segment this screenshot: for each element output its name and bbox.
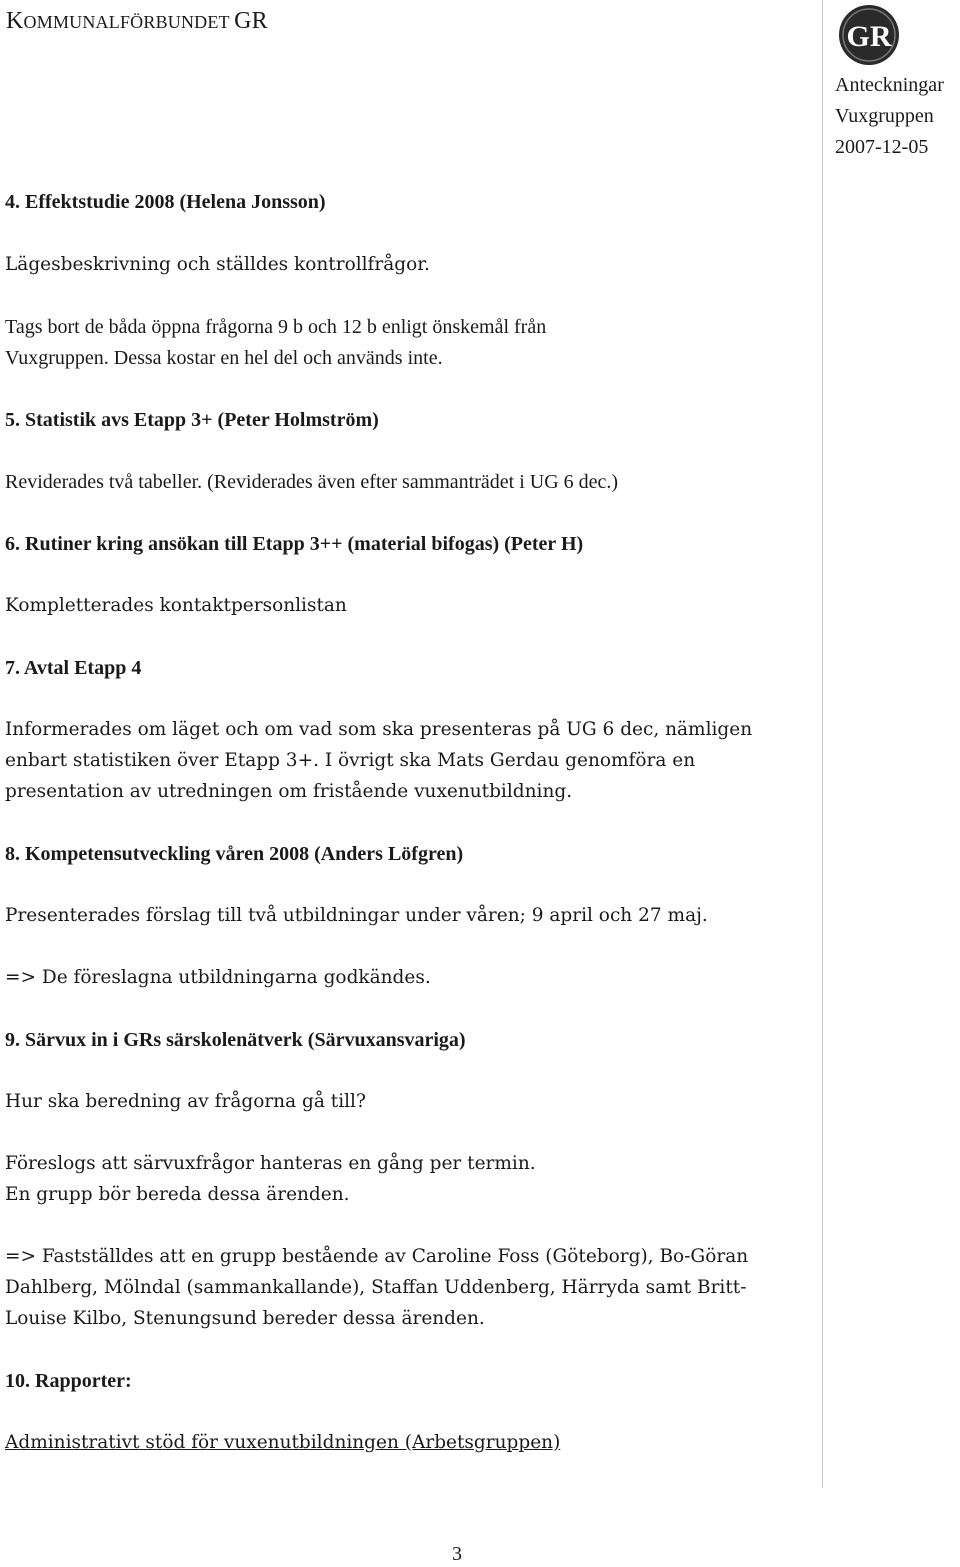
section-heading: 9. Särvux in i GRs särskolenätverk (Särvuxansvariga) [5, 1029, 466, 1051]
document-type: Anteckningar [835, 74, 944, 96]
paragraph-line: presentation av utredningen om fristående vuxenutbildning. [5, 781, 573, 802]
paragraph-line: Tags bort de båda öppna frågorna 9 b och 12 b enligt önskemål från [5, 316, 547, 338]
org-abbrev: GR [234, 8, 268, 34]
paragraph-line: => Fastställdes att en grupp bestående av Caroline Foss (Göteborg), Bo-Göran [5, 1246, 749, 1267]
paragraph-line: Informerades om läget och om vad som ska presenteras på UG 6 dec, nämligen [5, 719, 753, 740]
report-link: Administrativt stöd för vuxenutbildningen (Arbetsgruppen) [5, 1432, 561, 1453]
paragraph-line: Presenterades förslag till två utbildningar under våren; 9 april och 27 maj. [5, 905, 708, 926]
section-heading: 4. Effektstudie 2008 (Helena Jonsson) [5, 191, 326, 213]
paragraph-line: Föreslogs att särvuxfrågor hanteras en gång per termin. [5, 1153, 536, 1174]
paragraph-line: => De föreslagna utbildningarna godkändes. [5, 967, 431, 988]
paragraph-line: Kompletterades kontaktpersonlistan [5, 595, 347, 616]
paragraph-line: Dahlberg, Mölndal (sammankallande), Staffan Uddenberg, Härryda samt Britt- [5, 1277, 747, 1298]
paragraph-line: Vuxgruppen. Dessa kostar en hel del och används inte. [5, 347, 443, 369]
page-number: 3 [452, 1543, 462, 1565]
section-heading: 5. Statistik avs Etapp 3+ (Peter Holmström) [5, 409, 379, 431]
section-heading: 6. Rutiner kring ansökan till Etapp 3++ (material bifogas) (Peter H) [5, 533, 584, 555]
paragraph-line: Lägesbeskrivning och ställdes kontrollfrågor. [5, 254, 430, 275]
paragraph-line: Hur ska beredning av frågorna gå till? [5, 1091, 366, 1112]
margin-divider [822, 0, 823, 1488]
logo-lettering: GR [846, 20, 892, 53]
document-date: 2007-12-05 [835, 136, 929, 158]
org-name-rest: OMMUNALFÖRBUNDET [23, 12, 235, 32]
section-heading: 7. Avtal Etapp 4 [5, 657, 142, 679]
section-heading: 10. Rapporter: [5, 1370, 132, 1392]
paragraph-line: Louise Kilbo, Stenungsund bereder dessa ärenden. [5, 1308, 485, 1329]
section-heading: 8. Kompetensutveckling våren 2008 (Anders Löfgren) [5, 843, 464, 865]
gr-logo [838, 4, 900, 66]
document-meta [835, 70, 944, 163]
paragraph-line: Reviderades två tabeller. (Reviderades även efter sammanträdet i UG 6 dec.) [5, 471, 619, 493]
paragraph-line: enbart statistiken över Etapp 3+. I övrigt ska Mats Gerdau genomföra en [5, 750, 696, 771]
organization-name [6, 8, 268, 35]
org-initial: K [6, 8, 24, 34]
group-name: Vuxgruppen [835, 105, 934, 127]
paragraph-line: En grupp bör bereda dessa ärenden. [5, 1184, 350, 1205]
